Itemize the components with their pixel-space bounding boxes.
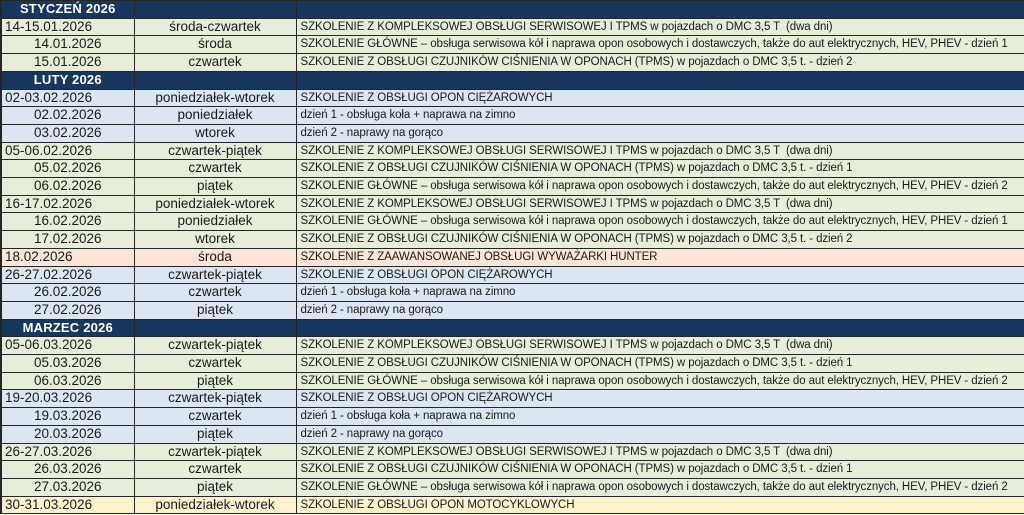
schedule-row (1, 18, 1024, 36)
date-cell: 16-17.02.2026 (1, 195, 134, 213)
weekday-cell: czwartek-piątek (134, 142, 296, 160)
training-cell: SZKOLENIE Z ZAAWANSOWANEJ OBSŁUGI WYWAŻARKI HUNTER (296, 248, 1024, 266)
weekday-cell: piątek (134, 178, 296, 196)
schedule-row (1, 390, 1024, 408)
schedule-row (1, 355, 1024, 373)
weekday-cell: piątek (134, 478, 296, 496)
training-cell: dzień 2 - naprawy na gorąco (296, 301, 1024, 319)
month-header-spacer (134, 319, 296, 337)
training-cell: SZKOLENIE Z OBSŁUGI CZUJNIKÓW CIŚNIENIA W OPONACH (TPMS) w pojazdach o DMC 3,5 t. - dzień 2 (296, 231, 1024, 249)
training-cell: SZKOLENIE GŁÓWNE – obsługa serwisowa kół i naprawa opon osobowych i dostawczych, także do aut elektrycznych, HEV, PHEV - dzień 1 (296, 36, 1024, 54)
training-cell: SZKOLENIE Z OBSŁUGI CZUJNIKÓW CIŚNIENIA W OPONACH (TPMS) w pojazdach o DMC 3,5 t. - dzień 2 (296, 54, 1024, 72)
weekday-cell: czwartek (134, 355, 296, 373)
month-label: MARZEC 2026 (1, 319, 134, 337)
date-cell: 14-15.01.2026 (1, 18, 134, 36)
month-header-spacer (296, 71, 1024, 89)
training-cell: dzień 2 - naprawy na gorąco (296, 425, 1024, 443)
weekday-cell: środa-czwartek (134, 18, 296, 36)
training-cell: SZKOLENIE Z KOMPLEKSOWEJ OBSŁUGI SERWISOWEJ I TPMS w pojazdach o DMC 3,5 T (dwa dni) (296, 195, 1024, 213)
date-cell: 15.01.2026 (1, 54, 134, 72)
date-cell: 02-03.02.2026 (1, 89, 134, 107)
weekday-cell: poniedziałek (134, 107, 296, 125)
weekday-cell: piątek (134, 301, 296, 319)
date-cell: 27.02.2026 (1, 301, 134, 319)
training-cell: SZKOLENIE Z KOMPLEKSOWEJ OBSŁUGI SERWISOWEJ I TPMS w pojazdach o DMC 3,5 T (dwa dni) (296, 443, 1024, 461)
schedule-row (1, 124, 1024, 142)
date-cell: 05.03.2026 (1, 355, 134, 373)
weekday-cell: czwartek (134, 54, 296, 72)
weekday-cell: czwartek (134, 408, 296, 426)
schedule-row (1, 54, 1024, 72)
schedule-row (1, 337, 1024, 355)
training-cell: SZKOLENIE GŁÓWNE – obsługa serwisowa kół i naprawa opon osobowych i dostawczych, także do aut elektrycznych, HEV, PHEV - dzień 2 (296, 372, 1024, 390)
training-cell: SZKOLENIE Z OBSŁUGI OPON CIĘŻAROWYCH (296, 89, 1024, 107)
schedule-row (1, 284, 1024, 302)
training-cell: SZKOLENIE GŁÓWNE – obsługa serwisowa kół i naprawa opon osobowych i dostawczych, także do aut elektrycznych, HEV, PHEV - dzień 1 (296, 213, 1024, 231)
date-cell: 02.02.2026 (1, 107, 134, 125)
schedule-row (1, 107, 1024, 125)
training-cell: SZKOLENIE Z OBSŁUGI OPON MOTOCYKLOWYCH (296, 496, 1024, 514)
month-label: STYCZEŃ 2026 (1, 1, 134, 19)
date-cell: 20.03.2026 (1, 425, 134, 443)
date-cell: 05.02.2026 (1, 160, 134, 178)
date-cell: 19-20.03.2026 (1, 390, 134, 408)
training-cell: SZKOLENIE Z OBSŁUGI OPON CIĘŻAROWYCH (296, 390, 1024, 408)
schedule-row (1, 178, 1024, 196)
schedule-row (1, 408, 1024, 426)
date-cell: 16.02.2026 (1, 213, 134, 231)
schedule-row (1, 142, 1024, 160)
schedule-row (1, 372, 1024, 390)
schedule-body (1, 1, 1024, 514)
training-cell: dzień 1 - obsługa koła + naprawa na zimno (296, 107, 1024, 125)
date-cell: 06.03.2026 (1, 372, 134, 390)
schedule-row (1, 461, 1024, 479)
weekday-cell: czwartek-piątek (134, 266, 296, 284)
month-header-spacer (296, 1, 1024, 19)
weekday-cell: poniedziałek (134, 213, 296, 231)
month-label: LUTY 2026 (1, 71, 134, 89)
date-cell: 03.02.2026 (1, 124, 134, 142)
schedule-row (1, 213, 1024, 231)
schedule-row (1, 425, 1024, 443)
month-header-row (1, 319, 1024, 337)
month-header-spacer (134, 71, 296, 89)
training-cell: dzień 1 - obsługa koła + naprawa na zimno (296, 408, 1024, 426)
date-cell: 14.01.2026 (1, 36, 134, 54)
month-header-row (1, 1, 1024, 19)
date-cell: 26.02.2026 (1, 284, 134, 302)
weekday-cell: poniedziałek-wtorek (134, 195, 296, 213)
schedule-row (1, 496, 1024, 514)
training-cell: SZKOLENIE Z KOMPLEKSOWEJ OBSŁUGI SERWISOWEJ I TPMS w pojazdach o DMC 3,5 T (dwa dni) (296, 142, 1024, 160)
weekday-cell: poniedziałek-wtorek (134, 496, 296, 514)
month-header-spacer (296, 319, 1024, 337)
date-cell: 30-31.03.2026 (1, 496, 134, 514)
schedule-row (1, 266, 1024, 284)
schedule-row (1, 443, 1024, 461)
weekday-cell: czwartek-piątek (134, 337, 296, 355)
date-cell: 17.02.2026 (1, 231, 134, 249)
date-cell: 06.02.2026 (1, 178, 134, 196)
date-cell: 18.02.2026 (1, 248, 134, 266)
training-cell: SZKOLENIE Z KOMPLEKSOWEJ OBSŁUGI SERWISOWEJ I TPMS w pojazdach o DMC 3,5 T (dwa dni) (296, 18, 1024, 36)
training-cell: SZKOLENIE Z OBSŁUGI CZUJNIKÓW CIŚNIENIA W OPONACH (TPMS) w pojazdach o DMC 3,5 t. - dzień 1 (296, 355, 1024, 373)
training-cell: SZKOLENIE Z KOMPLEKSOWEJ OBSŁUGI SERWISOWEJ I TPMS w pojazdach o DMC 3,5 T (dwa dni) (296, 337, 1024, 355)
date-cell: 26.03.2026 (1, 461, 134, 479)
training-cell: SZKOLENIE Z OBSŁUGI CZUJNIKÓW CIŚNIENIA W OPONACH (TPMS) w pojazdach o DMC 3,5 t. - dzień 1 (296, 461, 1024, 479)
schedule-row (1, 160, 1024, 178)
schedule-row (1, 478, 1024, 496)
date-cell: 27.03.2026 (1, 478, 134, 496)
schedule-row (1, 301, 1024, 319)
training-cell: dzień 2 - naprawy na gorąco (296, 124, 1024, 142)
date-cell: 26-27.03.2026 (1, 443, 134, 461)
month-header-spacer (134, 1, 296, 19)
date-cell: 19.03.2026 (1, 408, 134, 426)
schedule-row (1, 89, 1024, 107)
weekday-cell: poniedziałek-wtorek (134, 89, 296, 107)
weekday-cell: czwartek (134, 284, 296, 302)
weekday-cell: środa (134, 36, 296, 54)
training-cell: SZKOLENIE GŁÓWNE – obsługa serwisowa kół i naprawa opon osobowych i dostawczych, także do aut elektrycznych, HEV, PHEV - dzień 2 (296, 478, 1024, 496)
weekday-cell: wtorek (134, 124, 296, 142)
training-cell: SZKOLENIE Z OBSŁUGI OPON CIĘŻAROWYCH (296, 266, 1024, 284)
training-cell: dzień 1 - obsługa koła + naprawa na zimno (296, 284, 1024, 302)
schedule-row (1, 231, 1024, 249)
date-cell: 05-06.03.2026 (1, 337, 134, 355)
weekday-cell: piątek (134, 372, 296, 390)
weekday-cell: czwartek (134, 461, 296, 479)
weekday-cell: czwartek-piątek (134, 390, 296, 408)
schedule-row (1, 248, 1024, 266)
schedule-row (1, 195, 1024, 213)
training-cell: SZKOLENIE GŁÓWNE – obsługa serwisowa kół i naprawa opon osobowych i dostawczych, także do aut elektrycznych, HEV, PHEV - dzień 2 (296, 178, 1024, 196)
schedule-row (1, 36, 1024, 54)
weekday-cell: wtorek (134, 231, 296, 249)
date-cell: 05-06.02.2026 (1, 142, 134, 160)
weekday-cell: czwartek (134, 160, 296, 178)
weekday-cell: czwartek-piątek (134, 443, 296, 461)
training-cell: SZKOLENIE Z OBSŁUGI CZUJNIKÓW CIŚNIENIA W OPONACH (TPMS) w pojazdach o DMC 3,5 t. - dzień 1 (296, 160, 1024, 178)
month-header-row (1, 71, 1024, 89)
date-cell: 26-27.02.2026 (1, 266, 134, 284)
weekday-cell: piątek (134, 425, 296, 443)
weekday-cell: środa (134, 248, 296, 266)
